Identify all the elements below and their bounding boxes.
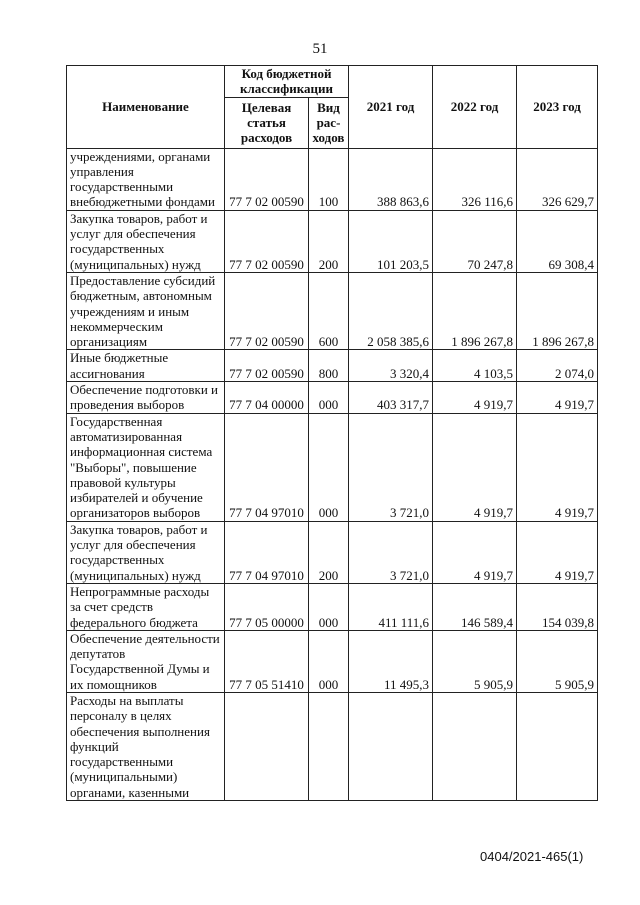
row-2023-value: 1 896 267,8 xyxy=(517,272,598,349)
row-expense-kind: 200 xyxy=(309,210,349,272)
row-target-code: 77 7 05 51410 xyxy=(225,630,309,692)
row-expense-kind: 000 xyxy=(309,583,349,630)
table-row xyxy=(67,350,598,382)
row-2021-value: 11 495,3 xyxy=(349,630,433,692)
row-name: Непрограммные расходы за счет средств федерального бюджета xyxy=(67,583,225,630)
row-2021-value xyxy=(349,692,433,800)
row-expense-kind: 100 xyxy=(309,148,349,210)
row-name: учреждениями, органами управления государственными внебюджетными фондами xyxy=(67,148,225,210)
row-expense-kind: 000 xyxy=(309,630,349,692)
row-2023-value: 4 919,7 xyxy=(517,521,598,583)
header-target-article: Целевая статья расходов xyxy=(225,97,309,148)
row-expense-kind: 000 xyxy=(309,413,349,521)
row-name: Закупка товаров, работ и услуг для обеспечения государственных (муниципальных) нужд xyxy=(67,521,225,583)
table-body xyxy=(67,148,598,800)
row-target-code: 77 7 02 00590 xyxy=(225,272,309,349)
row-name: Предоставление субсидий бюджетным, автономным учреждениям и иным некоммерческим организациям xyxy=(67,272,225,349)
row-2023-value: 4 919,7 xyxy=(517,382,598,414)
row-target-code: 77 7 02 00590 xyxy=(225,210,309,272)
row-2023-value: 5 905,9 xyxy=(517,630,598,692)
row-2022-value: 1 896 267,8 xyxy=(433,272,517,349)
table-row xyxy=(67,692,598,800)
row-2022-value: 5 905,9 xyxy=(433,630,517,692)
page-number: 51 xyxy=(312,41,328,57)
row-expense-kind: 600 xyxy=(309,272,349,349)
table-row xyxy=(67,210,598,272)
row-name: Иные бюджетные ассигнования xyxy=(67,350,225,382)
table-row xyxy=(67,272,598,349)
row-2022-value xyxy=(433,692,517,800)
table-row xyxy=(67,630,598,692)
row-target-code: 77 7 02 00590 xyxy=(225,350,309,382)
row-2021-value: 403 317,7 xyxy=(349,382,433,414)
row-2022-value: 4 919,7 xyxy=(433,382,517,414)
row-expense-kind: 800 xyxy=(309,350,349,382)
row-target-code: 77 7 04 97010 xyxy=(225,521,309,583)
table-row xyxy=(67,583,598,630)
row-name: Закупка товаров, работ и услуг для обеспечения государственных (муниципальных) нужд xyxy=(67,210,225,272)
table-row xyxy=(67,521,598,583)
row-name: Государственная автоматизированная информационная система "Выборы", повышение правовой культуры избирателей и обучение организаторов выборов xyxy=(67,413,225,521)
row-target-code xyxy=(225,692,309,800)
header-2023: 2023 год xyxy=(517,66,598,149)
row-2022-value: 70 247,8 xyxy=(433,210,517,272)
budget-table xyxy=(66,65,598,801)
row-name: Обеспечение деятельности депутатов Государственной Думы и их помощников xyxy=(67,630,225,692)
row-2022-value: 4 919,7 xyxy=(433,521,517,583)
header-name: Наименование xyxy=(67,66,225,149)
row-2023-value: 69 308,4 xyxy=(517,210,598,272)
row-2021-value: 3 721,0 xyxy=(349,413,433,521)
row-2021-value: 2 058 385,6 xyxy=(349,272,433,349)
row-target-code: 77 7 05 00000 xyxy=(225,583,309,630)
row-2022-value: 4 919,7 xyxy=(433,413,517,521)
row-2022-value: 326 116,6 xyxy=(433,148,517,210)
table-row xyxy=(67,382,598,414)
table-row xyxy=(67,148,598,210)
header-code-group: Код бюджетной классификации xyxy=(225,66,349,98)
row-2021-value: 101 203,5 xyxy=(349,210,433,272)
row-name: Обеспечение подготовки и проведения выборов xyxy=(67,382,225,414)
header-2021: 2021 год xyxy=(349,66,433,149)
row-2023-value: 154 039,8 xyxy=(517,583,598,630)
row-2021-value: 3 721,0 xyxy=(349,521,433,583)
header-2022: 2022 год xyxy=(433,66,517,149)
row-expense-kind: 200 xyxy=(309,521,349,583)
row-expense-kind xyxy=(309,692,349,800)
row-target-code: 77 7 04 97010 xyxy=(225,413,309,521)
header-expense-kind: Вид рас-ходов xyxy=(309,97,349,148)
row-2021-value: 411 111,6 xyxy=(349,583,433,630)
row-expense-kind: 000 xyxy=(309,382,349,414)
row-name: Расходы на выплаты персоналу в целях обеспечения выполнения функций государственными (муниципальными) органами, казенными xyxy=(67,692,225,800)
row-2023-value: 2 074,0 xyxy=(517,350,598,382)
row-2022-value: 4 103,5 xyxy=(433,350,517,382)
table-row xyxy=(67,413,598,521)
row-target-code: 77 7 04 00000 xyxy=(225,382,309,414)
row-2023-value: 326 629,7 xyxy=(517,148,598,210)
row-2023-value: 4 919,7 xyxy=(517,413,598,521)
row-2023-value xyxy=(517,692,598,800)
row-2021-value: 3 320,4 xyxy=(349,350,433,382)
document-code: 0404/2021-465(1) xyxy=(480,849,584,864)
row-2022-value: 146 589,4 xyxy=(433,583,517,630)
row-2021-value: 388 863,6 xyxy=(349,148,433,210)
row-target-code: 77 7 02 00590 xyxy=(225,148,309,210)
